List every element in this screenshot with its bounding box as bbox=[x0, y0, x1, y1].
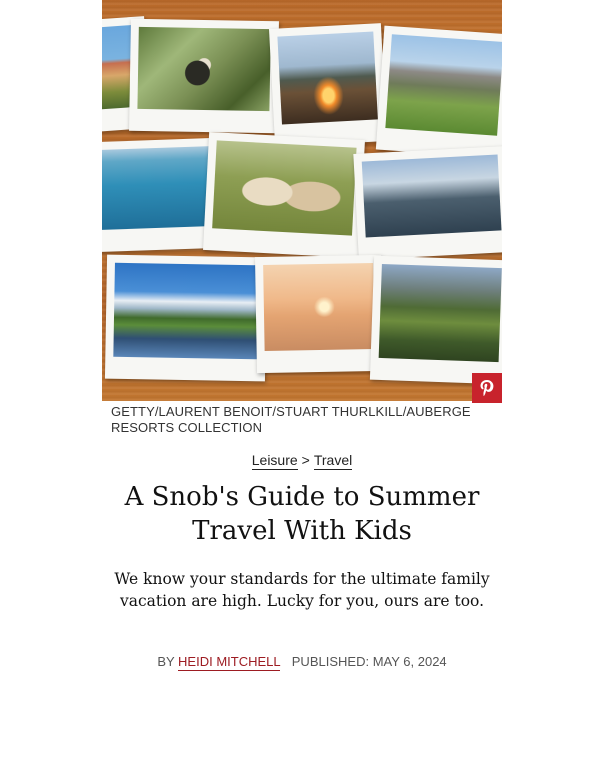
mountain-valley-photo bbox=[376, 26, 502, 159]
published-label: PUBLISHED: bbox=[291, 654, 370, 669]
firepit-lodge-photo bbox=[269, 23, 387, 147]
snowy-mountain-lake-photo bbox=[105, 255, 267, 382]
hero-image bbox=[102, 0, 502, 401]
breadcrumb bbox=[0, 452, 604, 468]
image-credit: GETTY/LAURENT BENOIT/STUART THURLKILL/AUBERGE RESORTS COLLECTION bbox=[111, 404, 471, 435]
byline bbox=[0, 654, 604, 669]
alpacas-photo bbox=[203, 132, 365, 258]
family-boat-photo bbox=[353, 146, 502, 260]
breadcrumb-separator: > bbox=[301, 452, 310, 468]
machu-picchu-photo bbox=[370, 256, 502, 385]
paddleboard-sunset-photo bbox=[255, 255, 383, 373]
article-title: A Snob's Guide to Summer Travel With Kids bbox=[124, 482, 480, 546]
monkey-in-tree-photo bbox=[129, 19, 279, 134]
pinterest-icon bbox=[479, 379, 495, 397]
breadcrumb-leisure-link[interactable]: Leisure bbox=[251, 452, 298, 468]
breadcrumb-travel-link[interactable]: Travel bbox=[313, 452, 353, 468]
published-date: MAY 6, 2024 bbox=[372, 654, 447, 669]
article-dek: We know your standards for the ultimate family vacation are high. Lucky for you, ours are too. bbox=[114, 570, 490, 610]
author-link[interactable]: HEIDI MITCHELL bbox=[178, 654, 281, 669]
byline-by-label: BY bbox=[157, 654, 175, 669]
pinterest-button[interactable] bbox=[472, 373, 502, 403]
